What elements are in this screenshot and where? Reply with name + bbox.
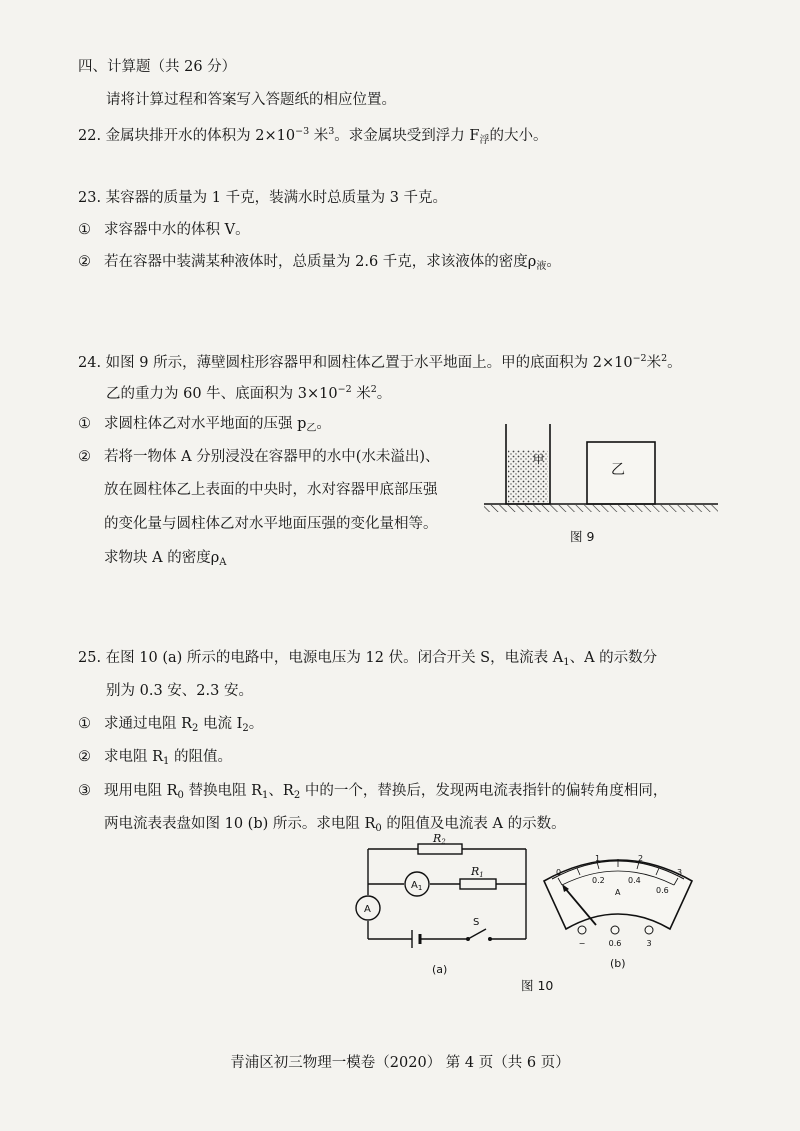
circuit-diagram xyxy=(340,833,540,953)
question-24-item-2: ② 若将一物体 A 分别浸没在容器甲的水中(水未溢出)、 xyxy=(78,449,440,465)
figure-10b-label: (b) xyxy=(610,957,626,970)
meter-unit: A xyxy=(615,888,621,897)
figure-9-caption: 图 9 xyxy=(570,529,595,544)
tick-bottom-1: 0.2 xyxy=(592,876,605,885)
switch-s xyxy=(468,929,486,939)
terminal-negative[interactable] xyxy=(578,926,586,934)
question-25-item-3: ③ 现用电阻 $R_0$ 替换电阻 $R_1$、$R_2$ 中的一个，替换后，发现两电流表指针的偏转角度相同， xyxy=(78,783,668,801)
question-22: 22. 金属块排开水的体积为 $2\times 10^{-3}$ 米$^3$。求金属块受到浮力 $F_浮$的大小。 xyxy=(78,126,548,146)
question-number: 24. xyxy=(78,355,102,371)
question-25: 25. 在图 10 (a) 所示的电路中，电源电压为 12 伏。闭合开关 S，电流表 $A_1$、A 的示数分 xyxy=(78,650,658,668)
figure-9-diagram xyxy=(482,420,722,520)
terminal-0-6[interactable] xyxy=(611,926,619,934)
tick-top-2: 2 xyxy=(638,854,644,863)
terminal-3[interactable] xyxy=(645,926,653,934)
tick-top-0: 0 xyxy=(556,868,562,877)
question-number: 25. xyxy=(78,650,102,666)
question-24-item-2-line-4: 求物块 A 的密度$\rho_A$ xyxy=(104,550,227,568)
question-24-item-1: ① 求圆柱体乙对水平地面的压强 $p_乙$。 xyxy=(78,416,331,434)
section-title: 四、计算题（共 26 分） xyxy=(78,59,237,75)
question-23-item-2: ② 若在容器中装满某种液体时，总质量为 2.6 千克，求该液体的密度$\rho_液$。 xyxy=(78,254,561,272)
ground-hatch xyxy=(484,505,718,512)
figure-10a-label: (a) xyxy=(432,963,448,976)
terminal-label-3: 3 xyxy=(646,939,652,948)
tick-bottom-2: 0.4 xyxy=(628,876,641,885)
question-number: 22. xyxy=(78,128,102,144)
resistor-r1 xyxy=(460,879,496,889)
section-instruction: 请将计算过程和答案写入答题纸的相应位置。 xyxy=(106,92,396,108)
label-a1: $A_1$ xyxy=(411,880,423,892)
terminal-label-0-6: 0.6 xyxy=(608,939,622,948)
question-25-item-2: ② 求电阻 $R_1$ 的阻值。 xyxy=(78,749,233,767)
figure-10-caption: 图 10 xyxy=(521,978,554,993)
question-23-item-1: ① 求容器中水的体积 V。 xyxy=(78,222,250,238)
label-a: A xyxy=(364,904,371,915)
question-24-item-2-line-3: 的变化量与圆柱体乙对水平地面压强的变化量相等。 xyxy=(104,516,438,532)
question-24-line-2: 乙的重力为 60 牛、底面积为 $3\times 10^{-2}$ 米$^2$。 xyxy=(106,384,392,402)
question-25-item-3-line-2: 两电流表表盘如图 10 (b) 所示。求电阻 $R_0$ 的阻值及电流表 A 的示数。 xyxy=(104,816,566,834)
label-s: S xyxy=(473,917,480,928)
tick-top-3: 3 xyxy=(677,868,683,877)
label-r1: R1 xyxy=(471,865,484,879)
question-24-item-2-line-2: 放在圆柱体乙上表面的中央时，水对容器甲底部压强 xyxy=(104,482,438,498)
question-number: 23. xyxy=(78,190,102,206)
question-24: 24. 如图 9 所示，薄壁圆柱形容器甲和圆柱体乙置于水平地面上。甲的底面积为 $2\times 10^{-2}$米$^2$。 xyxy=(78,353,682,371)
label-r2: R2 xyxy=(433,833,446,846)
question-23: 23. 某容器的质量为 1 千克，装满水时总质量为 3 千克。 xyxy=(78,190,448,206)
terminal-label-negative: − xyxy=(578,939,586,948)
page-footer: 青浦区初三物理一模卷（2020） 第 4 页（共 6 页） xyxy=(230,1055,570,1071)
question-25-line-2: 别为 0.3 安、2.3 安。 xyxy=(106,683,253,699)
tick-top-1: 1 xyxy=(595,854,601,863)
resistor-r2 xyxy=(418,844,462,854)
question-25-item-1: ① 求通过电阻 $R_2$ 电流 $I_2$。 xyxy=(78,716,264,734)
ammeter-dial xyxy=(538,845,698,951)
label-yi: 乙 xyxy=(611,462,625,478)
tick-bottom-3: 0.6 xyxy=(656,886,669,895)
label-jia: 甲 xyxy=(533,453,544,466)
